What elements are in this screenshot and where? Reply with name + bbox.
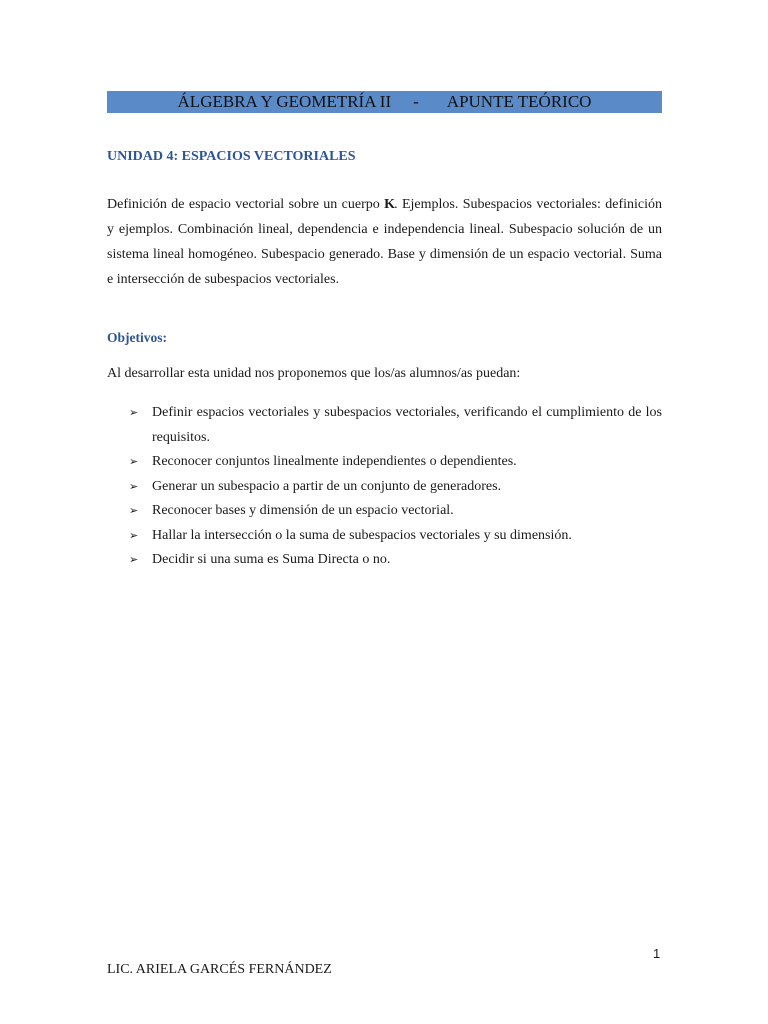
field-symbol: K (384, 197, 395, 212)
objectives-heading: Objetivos: (107, 330, 167, 345)
objective-text: Definir espacios vectoriales y subespacios vectoriales, verificando el cumplimiento de los requisitos. (152, 405, 662, 445)
arrowhead-bullet-icon: ➢ (129, 529, 139, 542)
arrowhead-bullet-icon: ➢ (129, 480, 139, 493)
arrowhead-bullet-icon: ➢ (129, 554, 139, 566)
objective-item (107, 475, 662, 500)
unit-title: UNIDAD 4: ESPACIOS VECTORIALES (107, 149, 356, 164)
objective-text: Hallar la intersección o la suma de subespacios vectoriales y su dimensión. (152, 527, 572, 543)
document-header-bar (107, 91, 662, 113)
header-title-left: ÁLGEBRA Y GEOMETRÍA II (177, 92, 392, 111)
objectives-list (107, 401, 662, 573)
header-title-right: APUNTE TEÓRICO (446, 92, 592, 111)
objective-text: Generar un subespacio a partir de un conjunto de generadores. (152, 478, 502, 494)
header-separator: - (413, 92, 419, 111)
objective-text: Decidir si una suma es Suma Directa o no. (152, 552, 391, 567)
objective-item (107, 548, 662, 573)
objective-item (107, 450, 662, 475)
arrowhead-bullet-icon: ➢ (129, 505, 139, 517)
objectives-lead-text: Al desarrollar esta unidad nos proponemos que los/as alumnos/as puedan: (107, 366, 521, 381)
objective-text: Reconocer conjuntos linealmente independientes o dependientes. (152, 454, 517, 469)
intro-text-before-field: Definición de espacio vectorial sobre un cuerpo (107, 197, 385, 212)
page-number: 1 (653, 946, 661, 961)
objective-text: Reconocer bases y dimensión de un espacio vectorial. (152, 503, 454, 518)
objective-item (107, 499, 662, 524)
objective-item (107, 401, 662, 450)
unit-intro-paragraph (107, 192, 662, 292)
arrowhead-bullet-icon: ➢ (129, 456, 139, 468)
footer-author: LIC. ARIELA GARCÉS FERNÁNDEZ (107, 962, 332, 977)
objective-item (107, 524, 662, 549)
intro-text-after-field: . Ejemplos. Subespacios vectoriales: definición y ejemplos. Combinación lineal, dependencia e independencia lineal. Subespacio solución de un sistema lineal homogéneo. Subespacio generado. Base y dimensión de un espacio vectorial. Suma e intersección de subespacios vectoriales. (107, 197, 662, 287)
arrowhead-bullet-icon: ➢ (129, 407, 139, 419)
